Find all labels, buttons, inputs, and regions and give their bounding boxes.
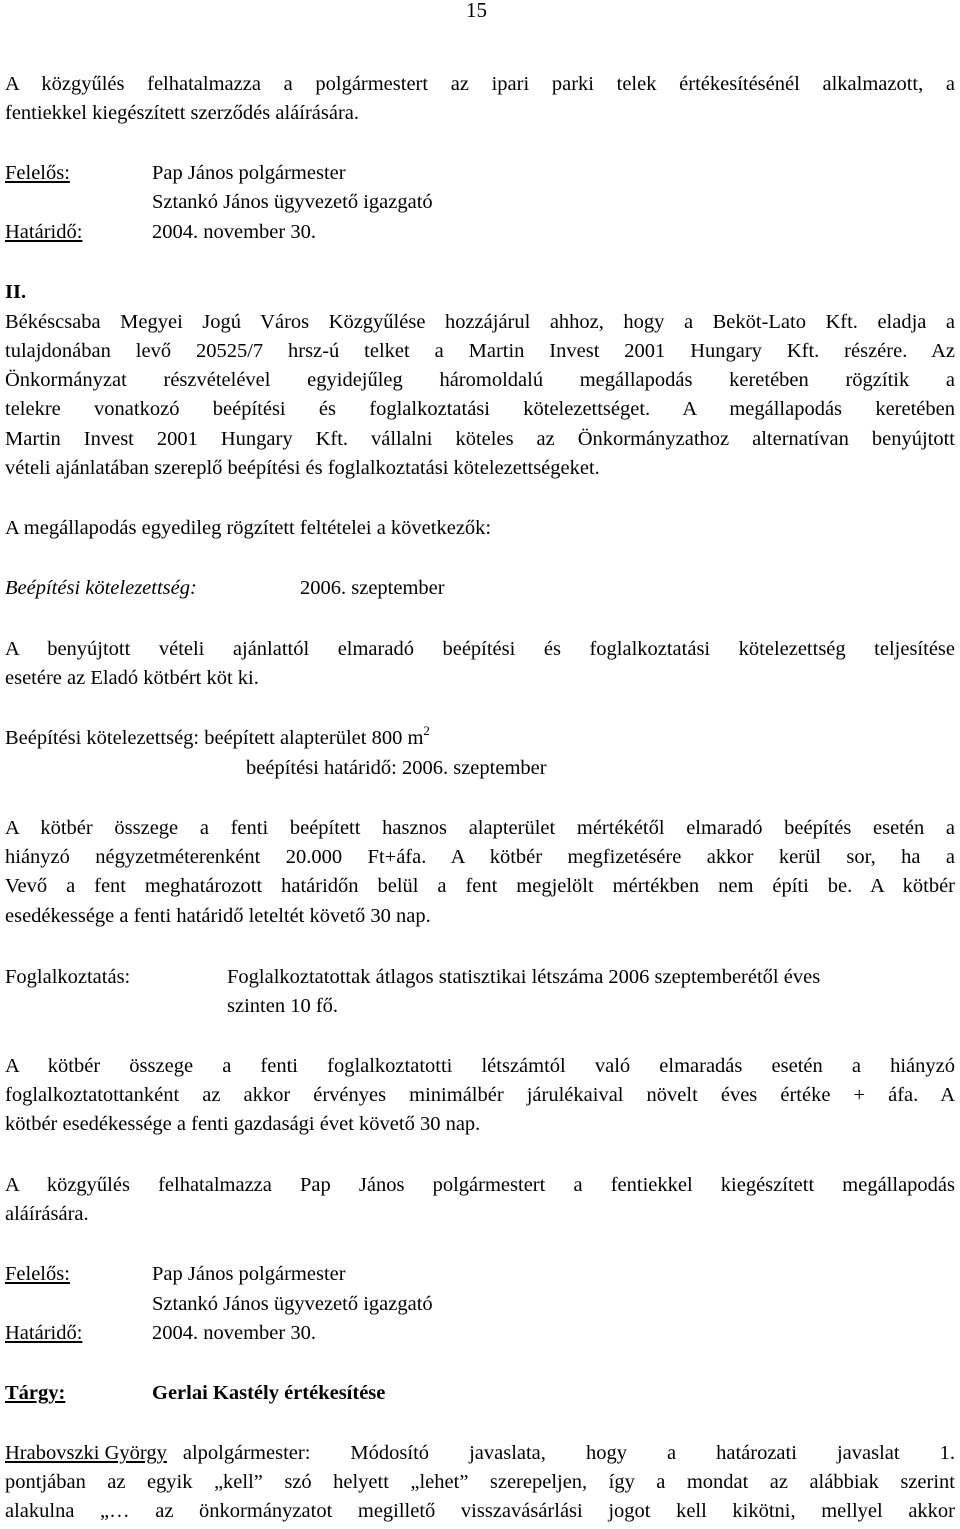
conditions-intro: A megállapodás egyedileg rögzített feltételei a következők: [5, 517, 492, 539]
responsible-name: Pap János polgármester [152, 1263, 346, 1285]
paragraph-line: A közgyűlés felhatalmazza Pap János polgármestert a fentiekkel kiegészített megállapodás [5, 1174, 955, 1196]
subject-label: Tárgy: [5, 1382, 66, 1404]
responsible-name: Pap János polgármester [152, 162, 346, 184]
responsible-label: Felelős: [5, 162, 70, 184]
paragraph-line: Vevő a fent meghatározott határidőn belül a fent megjelölt mértékben nem építi be. A kötbér [5, 875, 955, 897]
paragraph-line: esedékessége a fenti határidő leteltét követő 30 nap. [5, 905, 431, 927]
paragraph-line: esetére az Eladó kötbért köt ki. [5, 667, 259, 689]
employment-label: Foglalkoztatás: [5, 966, 131, 988]
paragraph-line: fentiekkel kiegészített szerződés aláírására. [5, 102, 360, 124]
paragraph-line: pontjában az egyik „kell” szó helyett „lehet” szerepeljen, így a mondat az alábbiak szerint [5, 1471, 955, 1493]
paragraph-line: vételi ajánlatában szereplő beépítési és foglalkoztatási kötelezettségeket. [5, 457, 600, 479]
paragraph-line: alakulna „… az önkormányzatot megillető visszavásárlási jogot kell kikötni, mellyel akkor [5, 1500, 955, 1522]
employment-text: szinten 10 fő. [227, 995, 339, 1017]
build-detail-text: Beépítési kötelezettség: beépített alapterület 800 m [5, 727, 424, 749]
deadline-value: 2004. november 30. [152, 1322, 316, 1344]
paragraph-line: telekre vonatkozó beépítési és foglalkoztatási kötelezettséget. A megállapodás keretében [5, 398, 955, 420]
paragraph-line: A kötbér összege a fenti beépített hasznos alapterület mértékétől elmaradó beépítés esetén a [5, 817, 955, 839]
paragraph-line: Martin Invest 2001 Hungary Kft. vállalni köteles az Önkormányzathoz alternatívan benyújtott [5, 428, 955, 450]
speaker-text: alpolgármester: Módosító javaslata, hogy a határozati javaslat 1. [182, 1442, 955, 1464]
paragraph-line [5, 1441, 955, 1465]
employment-text: Foglalkoztatottak átlagos statisztikai létszáma 2006 szeptemberétől éves [227, 966, 821, 988]
deadline-label: Határidő: [5, 221, 83, 243]
subject-value: Gerlai Kastély értékesítése [152, 1382, 386, 1404]
page-number: 15 [466, 0, 487, 22]
paragraph-line: A kötbér összege a fenti foglalkoztatotti létszámtól való elmaradás esetén a hiányzó [5, 1055, 955, 1077]
paragraph-line: A benyújtott vételi ajánlattól elmaradó beépítési és foglalkoztatási kötelezettség teljesítése [5, 638, 955, 660]
paragraph-line: Önkormányzat részvételével egyidejűleg háromoldalú megállapodás keretében rögzítik a [5, 369, 955, 391]
section-heading: II. [5, 281, 27, 303]
speaker-name: Hrabovszki György [5, 1442, 167, 1464]
paragraph-line: tulajdonában levő 20525/7 hrsz-ú telket a Martin Invest 2001 Hungary Kft. részére. Az [5, 340, 955, 362]
responsible-label: Felelős: [5, 1263, 70, 1285]
build-obligation-label: Beépítési kötelezettség: [5, 577, 197, 599]
paragraph-line: kötbér esedékessége a fenti gazdasági évet követő 30 nap. [5, 1113, 481, 1135]
deadline-label: Határidő: [5, 1322, 83, 1344]
paragraph-line: foglalkoztatottanként az akkor érvényes minimálbér járulékaival növelt éves értéke + áfa. A [5, 1084, 955, 1106]
paragraph-line: A közgyűlés felhatalmazza a polgármestert az ipari parki telek értékesítésénél alkalmazott, a [5, 73, 955, 95]
superscript: 2 [423, 723, 430, 738]
paragraph-line: hiányzó négyzetméterenként 20.000 Ft+áfa. A kötbér megfizetésére akkor kerül sor, ha a [5, 846, 955, 868]
deadline-value: 2004. november 30. [152, 221, 316, 243]
build-detail-deadline: beépítési határidő: 2006. szeptember [246, 757, 547, 779]
build-obligation-value: 2006. szeptember [300, 577, 445, 599]
paragraph-line: Békéscsaba Megyei Jogú Város Közgyűlése hozzájárul ahhoz, hogy a Beköt-Lato Kft. eladja a [5, 311, 955, 333]
responsible-name: Sztankó János ügyvezető igazgató [152, 191, 433, 213]
responsible-name: Sztankó János ügyvezető igazgató [152, 1293, 433, 1315]
paragraph-line: aláírására. [5, 1203, 89, 1225]
build-detail-line [5, 723, 430, 750]
